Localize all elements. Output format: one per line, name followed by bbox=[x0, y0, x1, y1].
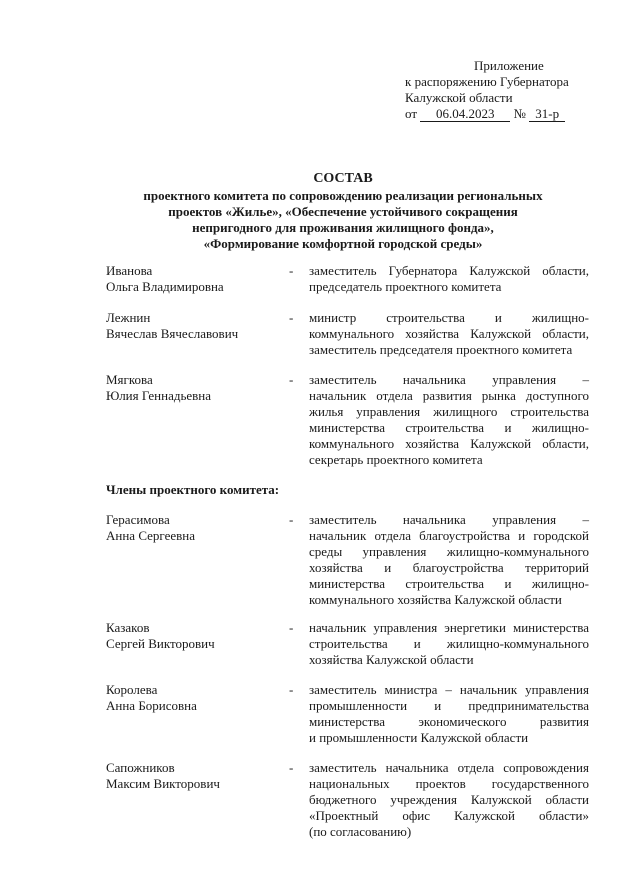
person-given-name: Юлия Геннадьевна bbox=[106, 388, 212, 403]
position-line: коммунального хозяйства Калужской области bbox=[309, 592, 562, 607]
person-given-name: Сергей Викторович bbox=[106, 636, 215, 651]
dash-separator: - bbox=[289, 682, 294, 697]
from-label: от bbox=[405, 106, 418, 121]
appendix-line-1: к распоряжению Губернатора bbox=[405, 74, 569, 89]
position-line: бюджетного учреждения Калужской области bbox=[309, 792, 589, 807]
person-given-name: Анна Сергеевна bbox=[106, 528, 195, 543]
position-line: начальник отдела развития рынка доступного bbox=[309, 388, 589, 403]
heading-line-2: проектов «Жилье», «Обеспечение устойчивого сокращения bbox=[168, 204, 518, 219]
position-line: заместитель Губернатора Калужской области, bbox=[309, 263, 589, 278]
person-name bbox=[106, 760, 281, 792]
person-position bbox=[309, 620, 589, 668]
position-line: заместитель начальника отдела сопровождения bbox=[309, 760, 589, 775]
heading-line-1: проектного комитета по сопровождению реализации региональных bbox=[143, 188, 543, 203]
person-name bbox=[106, 682, 281, 714]
dash-separator: - bbox=[289, 620, 294, 635]
position-line: министерства экономического развития bbox=[309, 714, 589, 729]
position-line: промышленности и предпринимательства bbox=[309, 698, 589, 713]
person-name bbox=[106, 512, 281, 544]
members-heading: Члены проектного комитета: bbox=[106, 482, 280, 497]
position-line: председатель проектного комитета bbox=[309, 279, 502, 294]
position-line: начальник управления энергетики министерства bbox=[309, 620, 589, 635]
person-position bbox=[309, 682, 589, 746]
appendix-header bbox=[405, 58, 605, 122]
person-name bbox=[106, 372, 281, 404]
position-line: заместитель министра – начальник управления bbox=[309, 682, 589, 697]
person-given-name: Ольга Владимировна bbox=[106, 279, 224, 294]
position-line: среды управления жилищно-коммунального bbox=[309, 544, 589, 559]
heading-line-4: «Формирование комфортной городской среды» bbox=[203, 236, 483, 251]
person-given-name: Вячеслав Вячеславович bbox=[106, 326, 239, 341]
order-number: 31-р bbox=[529, 107, 565, 122]
position-line: национальных проектов государственного bbox=[309, 776, 589, 791]
dash-separator: - bbox=[289, 512, 294, 527]
dash-separator: - bbox=[289, 263, 294, 278]
position-line: министр строительства и жилищно- bbox=[309, 310, 589, 325]
person-surname: Казаков bbox=[106, 620, 150, 635]
person-position bbox=[309, 760, 589, 840]
person-position bbox=[309, 310, 589, 358]
position-line: коммунального хозяйства Калужской области, bbox=[309, 326, 589, 341]
dash-separator: - bbox=[289, 760, 294, 775]
position-line: строительства и жилищно-коммунального bbox=[309, 636, 589, 651]
position-line: министерства строительства и жилищно- bbox=[309, 576, 589, 591]
person-name bbox=[106, 310, 281, 342]
position-line: министерства строительства и жилищно- bbox=[309, 420, 589, 435]
position-line: заместитель начальника управления – bbox=[309, 372, 589, 387]
person-name bbox=[106, 263, 281, 295]
position-line: и промышленности Калужской области bbox=[309, 730, 529, 745]
position-line: начальник отдела благоустройства и городской bbox=[309, 528, 589, 543]
person-surname: Герасимова bbox=[106, 512, 170, 527]
dash-separator: - bbox=[289, 372, 294, 387]
person-position bbox=[309, 263, 589, 295]
heading-line-3: непригодного для проживания жилищного фонда», bbox=[192, 220, 494, 235]
position-line: хозяйства Калужской области bbox=[309, 652, 474, 667]
appendix-title: Приложение bbox=[474, 58, 544, 73]
document-heading bbox=[100, 171, 586, 252]
person-surname: Королева bbox=[106, 682, 158, 697]
person-given-name: Анна Борисовна bbox=[106, 698, 197, 713]
person-position bbox=[309, 512, 589, 608]
number-label: № bbox=[513, 106, 526, 121]
person-surname: Лежнин bbox=[106, 310, 151, 325]
appendix-line-2: Калужской области bbox=[405, 90, 513, 105]
person-surname: Иванова bbox=[106, 263, 153, 278]
position-line: (по согласованию) bbox=[309, 824, 412, 839]
appendix-date-line bbox=[405, 106, 605, 122]
person-position bbox=[309, 372, 589, 468]
dash-separator: - bbox=[289, 310, 294, 325]
heading-title: СОСТАВ bbox=[313, 171, 373, 186]
position-line: «Проектный офис Калужской области» bbox=[309, 808, 589, 823]
position-line: секретарь проектного комитета bbox=[309, 452, 483, 467]
person-surname: Сапожников bbox=[106, 760, 175, 775]
person-given-name: Максим Викторович bbox=[106, 776, 220, 791]
order-date: 06.04.2023 bbox=[420, 107, 510, 122]
position-line: хозяйства и благоустройства территорий bbox=[309, 560, 589, 575]
position-line: заместитель председателя проектного комитета bbox=[309, 342, 573, 357]
person-surname: Мягкова bbox=[106, 372, 153, 387]
position-line: заместитель начальника управления – bbox=[309, 512, 589, 527]
position-line: коммунального хозяйства Калужской области, bbox=[309, 436, 589, 451]
person-name bbox=[106, 620, 281, 652]
position-line: жилья управления жилищного строительства bbox=[309, 404, 589, 419]
